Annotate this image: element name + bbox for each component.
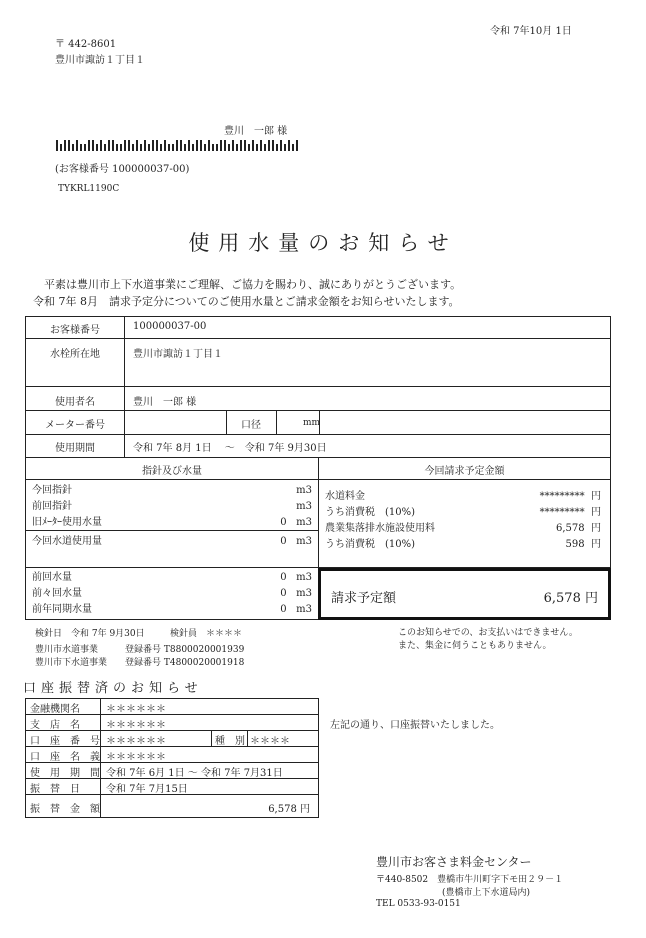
branch-label: 支 店 名 [30, 720, 80, 731]
billing-header: 今回請求予定金額 [424, 466, 505, 477]
notice-line-2: また、集金に伺うこともありません。 [398, 641, 552, 651]
barcode-bar [192, 144, 194, 151]
water-tax-value: ********* [539, 507, 585, 518]
barcode-bar [248, 144, 250, 151]
old-meter-label: 旧ﾒｰﾀｰ使用水量 [32, 517, 102, 528]
barcode-bar [144, 140, 146, 151]
transfer-table [25, 698, 319, 818]
notice-line-1: このお知らせでの、お支払いはできません。 [398, 628, 578, 638]
barcode-bar [128, 140, 130, 151]
recipient-name: 豊川 一郎 様 [224, 126, 288, 137]
rural-fee-row [325, 521, 601, 537]
center-sub: (豊橋市上下水道局内) [442, 888, 531, 898]
issue-date: 令和 7年10月 1日 [490, 26, 572, 37]
barcode-bar [176, 140, 178, 151]
account-type-value: ＊＊＊＊ [250, 736, 290, 747]
water-fee-label: 水道料金 [325, 491, 365, 502]
barcode-bar [92, 140, 94, 151]
previous-reading-unit: m3 [296, 501, 312, 512]
rural-tax-row [325, 537, 601, 553]
barcode-bar [228, 144, 230, 151]
current-sewer-row [26, 534, 318, 550]
transfer-date-label: 振 替 日 [30, 784, 80, 795]
document-code: TYKRL1190C [58, 184, 120, 194]
registration-sewer: 豊川市下水道事業 登録番号 T4800020001918 [35, 658, 245, 668]
transfer-date-value: 令和 7年 7月15日 [106, 784, 188, 795]
barcode-bar [116, 144, 118, 151]
meter-label: メーター番号 [45, 420, 105, 431]
center-address: 〒440-8502 豊橋市牛川町字下モ田２９－１ [376, 875, 564, 885]
barcode-bar [260, 140, 262, 151]
water-tax-label: うち消費税 (10%) [325, 507, 416, 518]
barcode-bar [232, 140, 234, 151]
barcode-bar [100, 140, 102, 151]
old-meter-value: 0 [280, 517, 287, 528]
customer-no-value: 100000037-00 [133, 321, 207, 332]
current-sewer-label: 今回水道使用量 [32, 536, 102, 547]
account-type-label: 種 別 [215, 736, 245, 747]
water-fee-value: ********* [539, 491, 585, 502]
current-sewer-value: 0 [280, 536, 287, 547]
center-tel: TEL 0533-93-0151 [376, 899, 461, 909]
barcode-bar [132, 144, 134, 151]
prev-volume-unit: m3 [296, 572, 312, 583]
customer-number-line: (お客様番号 100000037-00) [55, 164, 190, 175]
barcode-bar [148, 144, 150, 151]
transfer-amount-value: 6,578 円 [268, 804, 310, 815]
barcode-bar [244, 140, 246, 151]
barcode-bar [96, 144, 98, 151]
page-title: 使用水量のお知らせ [188, 231, 458, 255]
transfer-amount-label: 振 替 金 額 [30, 804, 100, 815]
registration-water: 豊川市水道事業 登録番号 T8800020001939 [35, 645, 245, 655]
intro-line-2: 令和 7年 8月 請求予定分についてのご使用水量とご請求金額をお知らせいたします。 [33, 295, 460, 308]
rural-tax-label: うち消費税 (10%) [325, 539, 416, 550]
readings-panel [25, 457, 319, 620]
rural-fee-label: 農業集落排水施設使用料 [325, 523, 435, 534]
barcode-bar [88, 140, 90, 151]
barcode-bar [76, 140, 78, 151]
barcode-bar [256, 144, 258, 151]
period-value: 令和 7年 8月 1日 〜 令和 7年 9月30日 [133, 443, 327, 454]
barcode-bar [160, 144, 162, 151]
barcode-bar [136, 140, 138, 151]
water-fee-row [325, 489, 601, 505]
account-name-label: 口 座 名 義 [30, 752, 100, 763]
rural-tax-value: 598 [565, 539, 585, 550]
barcode-bar [268, 140, 270, 151]
rural-fee-value: 6,578 [556, 523, 585, 534]
last-year-row [26, 602, 318, 618]
barcode-bar [72, 144, 74, 151]
barcode-bar [156, 140, 158, 151]
last-year-value: 0 [280, 604, 287, 615]
barcode-bar [140, 144, 142, 151]
address-line: 豊川市諏訪１丁目１ [55, 55, 145, 66]
location-label: 水栓所在地 [50, 349, 100, 360]
inspection-date: 検針日 令和 7年 9月30日 [35, 629, 145, 639]
account-no-value: ＊＊＊＊＊＊ [106, 736, 166, 747]
intro-line-1: 平素は豊川市上下水道事業にご理解、ご協力を賜わり、誠にありがとうございます。 [44, 278, 462, 291]
bank-value: ＊＊＊＊＊＊ [106, 704, 166, 715]
barcode-bar [172, 144, 174, 151]
barcode-bar [240, 140, 242, 151]
billing-total-label: 請求予定額 [331, 591, 397, 606]
barcode-bar [104, 144, 106, 151]
barcode-bar [60, 144, 62, 151]
barcode-bar [120, 144, 122, 151]
barcode-bar [164, 140, 166, 151]
barcode-bar [68, 140, 70, 151]
transfer-period-value: 令和 7年 6月 1日 〜 令和 7年 7月31日 [106, 768, 283, 779]
barcode-bar [280, 140, 282, 151]
barcode-bar [288, 140, 290, 151]
barcode-bar [272, 140, 274, 151]
last-year-label: 前年同期水量 [32, 604, 92, 615]
rural-fee-unit: 円 [591, 523, 601, 534]
barcode-bar [64, 140, 66, 151]
customer-barcode [56, 140, 306, 151]
center-name: 豊川市お客さま料金センター [376, 855, 532, 869]
user-label: 使用者名 [55, 397, 95, 408]
barcode-bar [108, 140, 110, 151]
barcode-bar [188, 140, 190, 151]
barcode-bar [204, 144, 206, 151]
barcode-bar [296, 140, 298, 151]
prev2-volume-label: 前々回水量 [32, 588, 82, 599]
prev-volume-value: 0 [280, 572, 287, 583]
previous-reading-label: 前回指針 [32, 501, 72, 512]
current-reading-row [26, 483, 318, 499]
barcode-bar [212, 144, 214, 151]
previous-reading-row [26, 499, 318, 515]
barcode-bar [264, 144, 266, 151]
billing-total-unit: 円 [584, 591, 598, 606]
bank-label: 金融機関名 [30, 704, 80, 715]
transfer-note: 左記の通り、口座振替いたしました。 [330, 720, 500, 731]
billing-total-value: 6,578 [543, 591, 581, 606]
water-tax-unit: 円 [591, 507, 601, 518]
barcode-bar [168, 144, 170, 151]
barcode-bar [220, 140, 222, 151]
water-fee-unit: 円 [591, 491, 601, 502]
prev2-volume-unit: m3 [296, 588, 312, 599]
inspector: 検針員 ＊＊＊＊ [170, 629, 243, 639]
barcode-bar [200, 140, 202, 151]
barcode-bar [112, 140, 114, 151]
period-label: 使用期間 [55, 443, 95, 454]
barcode-bar [84, 144, 86, 151]
branch-value: ＊＊＊＊＊＊ [106, 720, 166, 731]
barcode-bar [216, 144, 218, 151]
water-tax-row [325, 505, 601, 521]
user-value: 豊川 一郎 様 [133, 397, 197, 408]
old-meter-row [26, 515, 318, 531]
customer-no-label: お客様番号 [50, 325, 100, 336]
barcode-bar [208, 140, 210, 151]
prev-volume-row [26, 570, 318, 586]
prev2-volume-value: 0 [280, 588, 287, 599]
barcode-bar [196, 140, 198, 151]
bore-unit: mm [303, 418, 321, 428]
barcode-bar [284, 144, 286, 151]
account-no-label: 口 座 番 号 [30, 736, 100, 747]
bore-label: 口径 [241, 420, 261, 431]
old-meter-unit: m3 [296, 517, 312, 528]
current-reading-unit: m3 [296, 485, 312, 496]
barcode-bar [236, 144, 238, 151]
transfer-period-label: 使 用 期 間 [30, 768, 100, 779]
current-sewer-unit: m3 [296, 536, 312, 547]
barcode-bar [224, 140, 226, 151]
barcode-bar [80, 144, 82, 151]
info-table [25, 316, 611, 458]
barcode-bar [152, 140, 154, 151]
location-value: 豊川市諏訪１丁目１ [133, 349, 223, 360]
readings-header: 指針及び水量 [142, 466, 202, 477]
prev2-volume-row [26, 586, 318, 602]
barcode-bar [180, 140, 182, 151]
barcode-bar [292, 144, 294, 151]
prev-volume-label: 前回水量 [32, 572, 72, 583]
current-reading-label: 今回指針 [32, 485, 72, 496]
account-name-value: ＊＊＊＊＊＊ [106, 752, 166, 763]
barcode-bar [56, 140, 58, 151]
barcode-bar [276, 144, 278, 151]
barcode-bar [184, 144, 186, 151]
transfer-title: 口座振替済のお知らせ [23, 681, 203, 696]
billing-total-box [318, 568, 611, 620]
rural-tax-unit: 円 [591, 539, 601, 550]
barcode-bar [252, 140, 254, 151]
last-year-unit: m3 [296, 604, 312, 615]
barcode-bar [124, 140, 126, 151]
billing-panel [318, 457, 611, 568]
postal-code: 〒 442-8601 [55, 39, 117, 50]
